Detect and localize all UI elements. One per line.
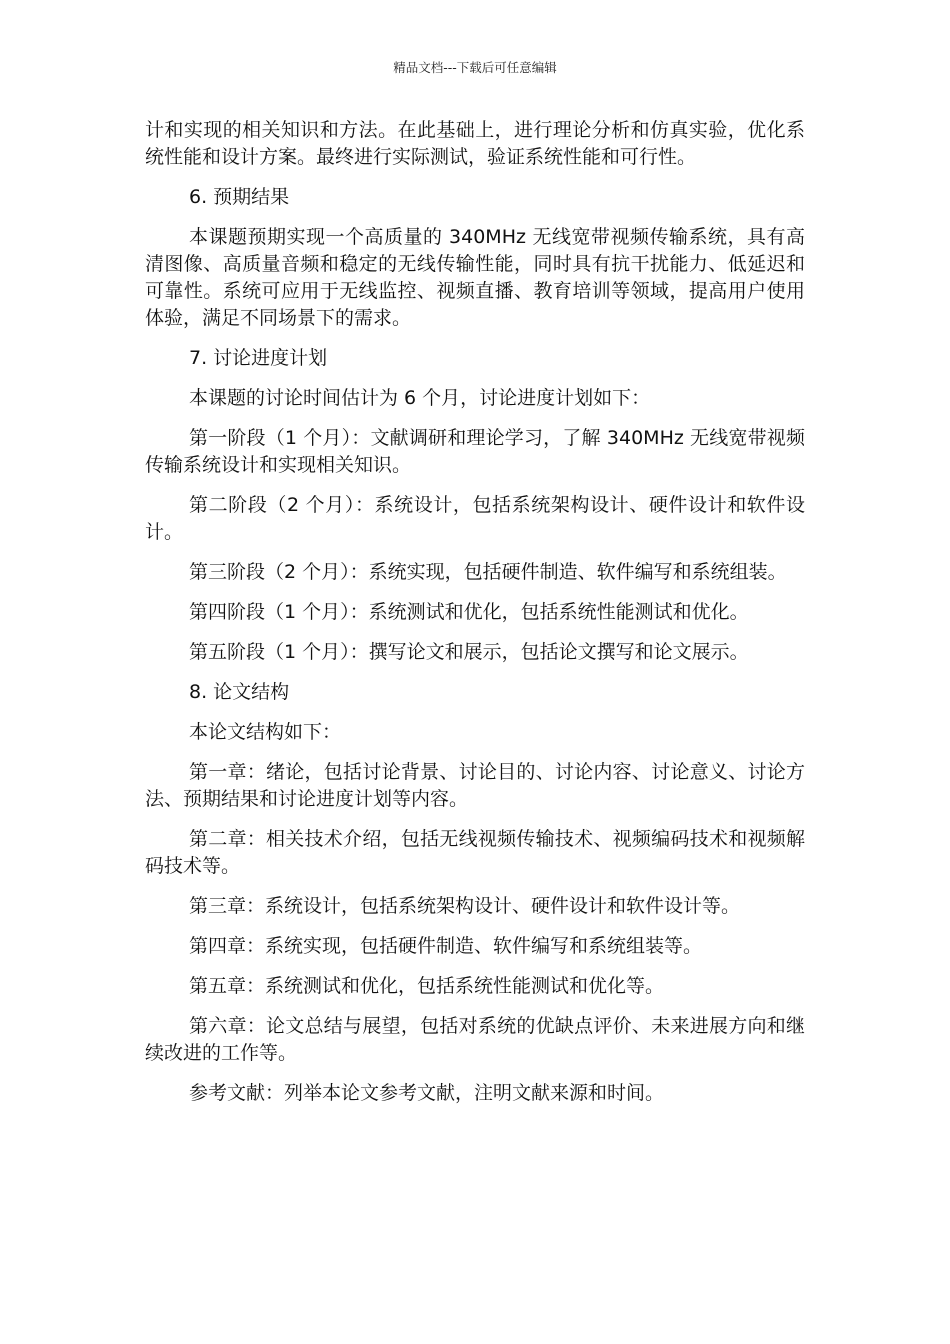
- paragraph-chapter-6: 第六章：论文总结与展望，包括对系统的优缺点评价、未来进展方向和继续改进的工作等。: [145, 1015, 805, 1064]
- paragraph-stage-1: 第一阶段（1 个月）：文献调研和理论学习，了解 340MHz 无线宽带视频传输系统设计和实现相关知识。: [145, 427, 805, 476]
- paragraph-chapter-5: 第五章：系统测试和优化，包括系统性能测试和优化等。: [189, 975, 665, 997]
- paragraph-stage-5: 第五阶段（1 个月）：撰写论文和展示，包括论文撰写和论文展示。: [189, 641, 749, 663]
- section-heading-thesis-structure: 8. 论文结构: [189, 681, 290, 703]
- section-heading-expected-results: 6. 预期结果: [189, 186, 290, 208]
- paragraph-expected-results: 本课题预期实现一个高质量的 340MHz 无线宽带视频传输系统，具有高清图像、高质量音频和稳定的无线传输性能，同时具有抗干扰能力、低延迟和可靠性。系统可应用于无线监控、视频直播、教育培训等领域，提高用户使用体验，满足不同场景下的需求。: [145, 226, 805, 329]
- paragraph-stage-4: 第四阶段（1 个月）：系统测试和优化，包括系统性能测试和优化。: [189, 601, 749, 623]
- paragraph-stage-2: 第二阶段（2 个月）：系统设计，包括系统架构设计、硬件设计和软件设计。: [145, 494, 805, 543]
- paragraph-chapter-2: 第二章：相关技术介绍，包括无线视频传输技术、视频编码技术和视频解码技术等。: [145, 828, 805, 877]
- paragraph-structure-intro: 本论文结构如下：: [189, 721, 342, 743]
- section-heading-schedule: 7. 讨论进度计划: [189, 347, 328, 369]
- paragraph-chapter-1: 第一章：绪论，包括讨论背景、讨论目的、讨论内容、讨论意义、讨论方法、预期结果和讨论进度计划等内容。: [145, 761, 805, 810]
- paragraph-references: 参考文献：列举本论文参考文献，注明文献来源和时间。: [189, 1082, 665, 1104]
- page-header: 精品文档---下载后可任意编辑: [393, 60, 557, 75]
- document-body: [145, 117, 805, 1120]
- paragraph-chapter-4: 第四章：系统实现，包括硬件制造、软件编写和系统组装等。: [189, 935, 703, 957]
- paragraph-chapter-3: 第三章：系统设计，包括系统架构设计、硬件设计和软件设计等。: [189, 895, 741, 917]
- paragraph-stage-3: 第三阶段（2 个月）：系统实现，包括硬件制造、软件编写和系统组装。: [189, 561, 787, 583]
- paragraph-continued-methodology: 计和实现的相关知识和方法。在此基础上，进行理论分析和仿真实验，优化系统性能和设计方案。最终进行实际测试，验证系统性能和可行性。: [145, 119, 805, 168]
- paragraph-schedule-intro: 本课题的讨论时间估计为 6 个月，讨论进度计划如下：: [189, 387, 651, 409]
